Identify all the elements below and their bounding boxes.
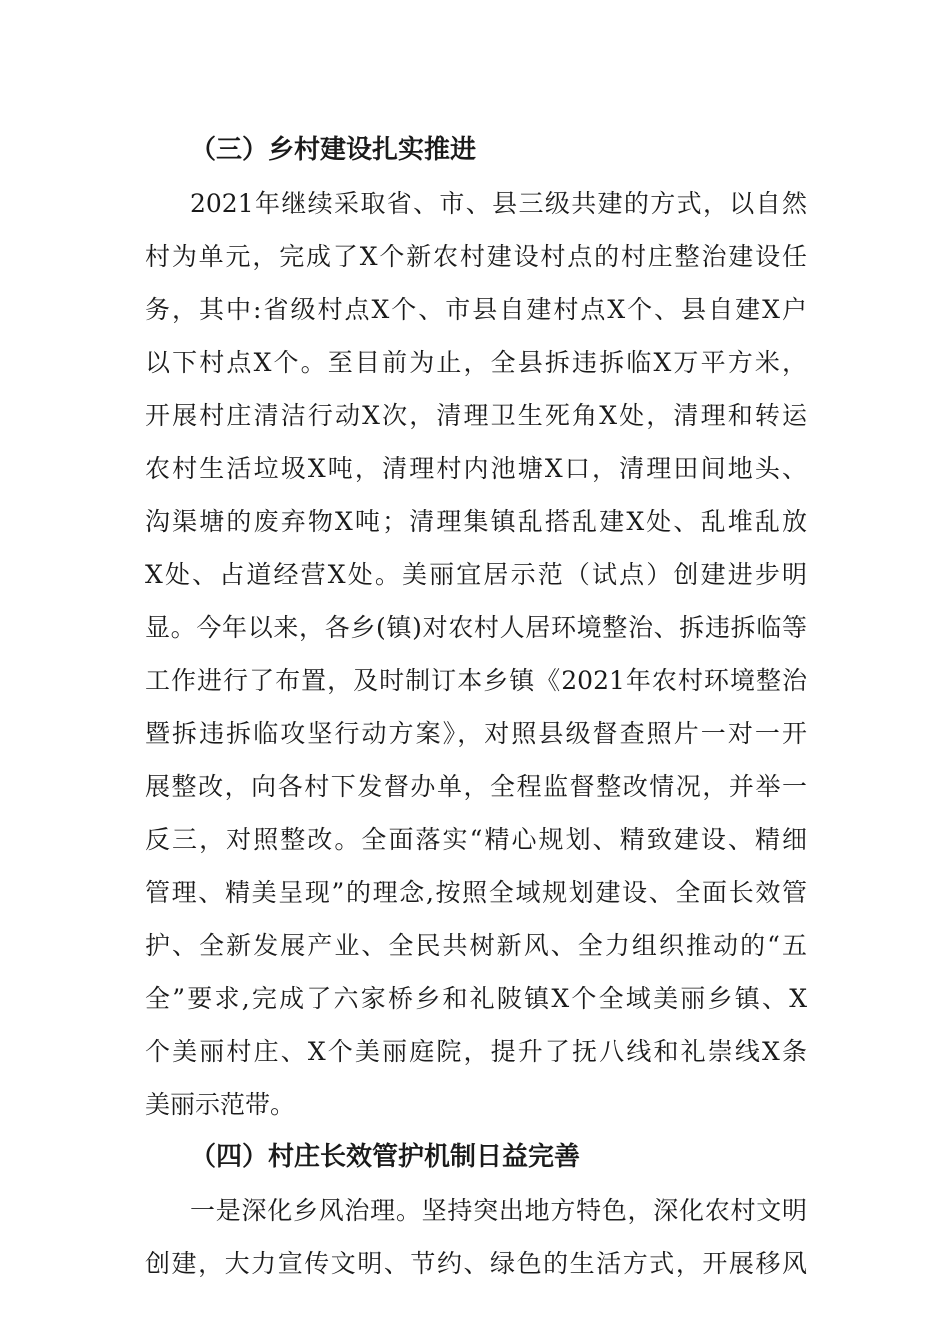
paragraph-line: 个美丽村庄、X个美丽庭院，提升了抚八线和礼崇线X条 (145, 1037, 807, 1066)
paragraph-line: 展整改，向各村下发督办单，全程监督整改情况，并举一 (145, 772, 807, 801)
paragraph-line: 管理、精美呈现”的理念,按照全域规划建设、全面长效管 (145, 878, 807, 907)
document-body (145, 124, 807, 1290)
paragraph-line: 全”要求,完成了六家桥乡和礼陂镇X个全域美丽乡镇、X (145, 984, 807, 1013)
paragraph-line: 2021年继续采取省、市、县三级共建的方式，以自然 (190, 189, 807, 218)
section-heading-4: （四）村庄长效管护机制日益完善 (190, 1142, 581, 1172)
paragraph-line: 农村生活垃圾X吨，清理村内池塘X口，清理田间地头、 (145, 454, 807, 483)
paragraph-line: 显。今年以来，各乡(镇)对农村人居环境整治、拆违拆临等 (145, 613, 807, 642)
paragraph-line: X处、占道经营X处。美丽宜居示范（试点）创建进步明 (145, 560, 807, 589)
paragraph-line: 工作进行了布置，及时制订本乡镇《2021年农村环境整治 (145, 666, 807, 695)
paragraph-line: 护、全新发展产业、全民共树新风、全力组织推动的“五 (145, 931, 807, 960)
paragraph-village-construction (145, 177, 807, 1131)
paragraph-line: 村为单元，完成了X个新农村建设村点的村庄整治建设任 (145, 242, 807, 271)
paragraph-line: 以下村点X个。至目前为止，全县拆违拆临X万平方米， (145, 348, 807, 377)
paragraph-line: 暨拆违拆临攻坚行动方案》，对照县级督查照片一对一开 (145, 719, 807, 748)
paragraph-line: 创建，大力宣传文明、节约、绿色的生活方式，开展移风 (145, 1249, 807, 1278)
paragraph-village-management (145, 1184, 807, 1290)
paragraph-line: 一是深化乡风治理。坚持突出地方特色，深化农村文明 (190, 1196, 807, 1225)
paragraph-line: 沟渠塘的废弃物X吨；清理集镇乱搭乱建X处、乱堆乱放 (145, 507, 807, 536)
paragraph-line: 反三，对照整改。全面落实“精心规划、精致建设、精细 (145, 825, 807, 854)
paragraph-line: 美丽示范带。 (145, 1090, 296, 1119)
paragraph-line: 开展村庄清洁行动X次，清理卫生死角X处，清理和转运 (145, 401, 807, 430)
section-heading-3: （三）乡村建设扎实推进 (190, 135, 477, 165)
paragraph-line: 务，其中:省级村点X个、市县自建村点X个、县自建X户 (145, 295, 807, 324)
